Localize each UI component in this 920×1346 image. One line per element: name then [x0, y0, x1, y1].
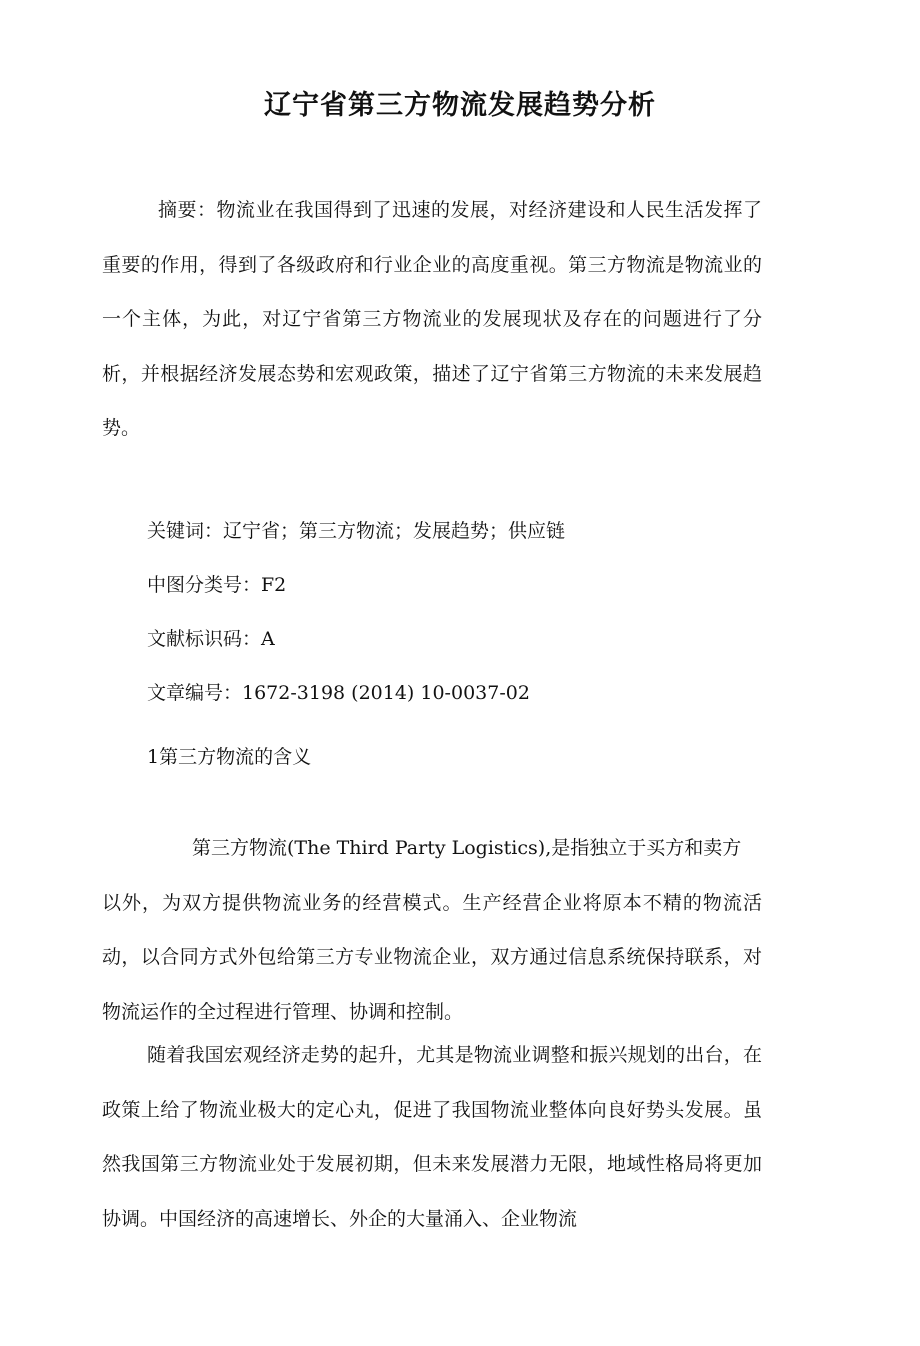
- paragraph-definition: [102, 821, 762, 1039]
- paragraph-development: 随着我国宏观经济走势的起升，尤其是物流业调整和振兴规划的出台，在政策上给了物流业极大的定心丸，促进了我国物流业整体向良好势头发展。虽然我国第三方物流业处于发展初期，但未来发展潜力无限，地域性格局将更加协调。中国经济的高速增长、外企的大量涌入、企业物流: [102, 1044, 762, 1230]
- section-heading: 1第三方物流的含义: [147, 746, 312, 768]
- article-number-line: 文章编号：1672-3198 (2014) 10-0037-02: [147, 682, 530, 704]
- keywords-line: 关键词：辽宁省；第三方物流；发展趋势；供应链: [147, 520, 566, 542]
- document-code-line: 文献标识码：A: [147, 628, 275, 650]
- paragraph-definition-rest: 以外，为双方提供物流业务的经营模式。生产经营企业将原本不精的物流活动，以合同方式外包给第三方专业物流企业，双方通过信息系统保持联系，对物流运作的全过程进行管理、协调和控制。: [102, 891, 762, 1023]
- paragraph-definition-first-line: 第三方物流(The Third Party Logistics),是指独立于买方和卖方: [192, 837, 742, 859]
- abstract-paragraph: 摘要：物流业在我国得到了迅速的发展，对经济建设和人民生活发挥了重要的作用，得到了各级政府和行业企业的高度重视。第三方物流是物流业的一个主体，为此，对辽宁省第三方物流业的发展现状及存在的问题进行了分析，并根据经济发展态势和宏观政策，描述了辽宁省第三方物流的未来发展趋势。: [102, 199, 762, 439]
- classification-line: 中图分类号：F2: [147, 574, 287, 596]
- document-title: 辽宁省第三方物流发展趋势分析: [264, 90, 656, 121]
